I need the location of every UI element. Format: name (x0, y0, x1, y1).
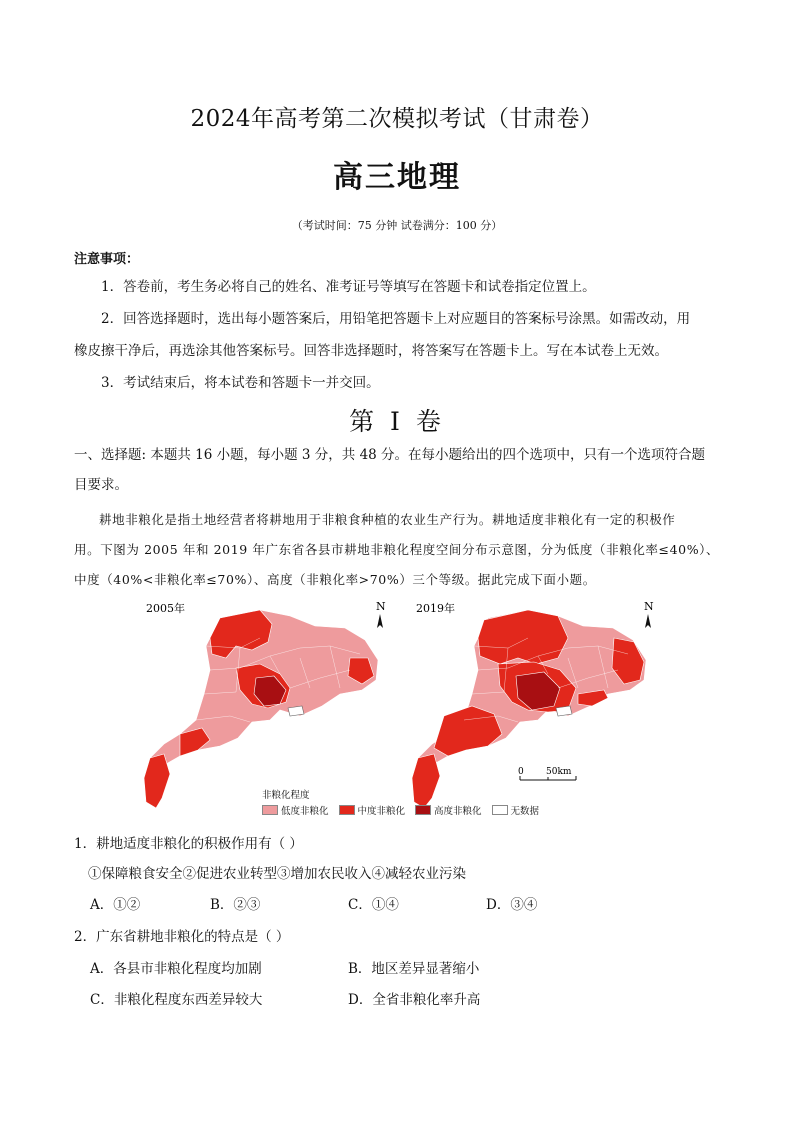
question-2-option-b[interactable]: B．地区差异显著缩小 (348, 961, 480, 977)
map-2019-mid-west (434, 706, 502, 756)
map-2019 (412, 600, 654, 808)
map-2019-north-arrow (644, 600, 654, 628)
legend-swatch-nodata (492, 805, 508, 815)
legend-swatch-mid (339, 805, 355, 815)
legend-swatch-low (262, 805, 278, 815)
scale-bar (518, 767, 576, 780)
passage-line: 用。下图为 2005 年和 2019 年广东省各县市耕地非粮化程度空间分布示意图，分为低度（非粮化率≤40%）、 (74, 542, 720, 557)
question-1-option-c[interactable]: C．①④ (348, 897, 399, 913)
north-label: N (376, 600, 386, 613)
scale-zero: 0 (518, 767, 524, 777)
question-2-option-d[interactable]: D．全省非粮化率升高 (348, 992, 481, 1008)
map-legend (262, 803, 539, 817)
legend-nodata: 无数据 (510, 806, 540, 817)
exam-title: 2024年高考第二次模拟考试（甘肃卷） (190, 106, 604, 132)
map-2005-north-arrow (376, 600, 386, 628)
passage-line: 中度（40%<非粮化率≤70%）、高度（非粮化率>70%）三个等级。据此完成下面小题。 (74, 572, 596, 587)
map-2005-mid-leizhou (144, 754, 170, 808)
scale-label: 50km (546, 767, 572, 777)
notice-item: 3．考试结束后，将本试卷和答题卡一并交回。 (101, 375, 380, 391)
legend-title: 非粮化程度 (262, 790, 310, 801)
question-1-option-b[interactable]: B．②③ (210, 897, 261, 913)
notice-item: 橡皮擦干净后，再选涂其他答案标号。回答非选择题时，将答案写在答题卡上。写在本试卷上无效。 (74, 343, 668, 359)
notice-item: 1．答卷前，考生务必将自己的姓名、准考证号等填写在答题卡和试卷指定位置上。 (101, 279, 596, 295)
legend-low: 低度非粮化 (281, 806, 329, 817)
map-2005 (144, 600, 386, 808)
notice-list (74, 271, 724, 399)
guangdong-maps-figure (140, 598, 660, 820)
question-2-stem: 2．广东省耕地非粮化的特点是（ ） (74, 929, 290, 945)
question-1-stem: 1．耕地适度非粮化的积极作用有（ ） (74, 836, 303, 852)
north-label: N (644, 600, 654, 613)
reading-passage (74, 505, 724, 595)
question-2-option-c[interactable]: C．非粮化程度东西差异较大 (90, 992, 263, 1008)
exam-info: （考试时间：75 分钟 试卷满分：100 分） (291, 219, 503, 232)
question-1-option-d[interactable]: D．③④ (486, 897, 538, 913)
map-2019-mid-north (478, 610, 568, 664)
question-1-statement: ①保障粮食安全②促进农业转型③增加农民收入④减轻农业污染 (88, 866, 466, 882)
section-instructions (74, 440, 724, 500)
section-line: 一、选择题: 本题共 16 小题，每小题 3 分，共 48 分。在每小题给出的四个选项中，只有一个选项符合题 (74, 447, 706, 463)
legend-swatch-high (415, 805, 431, 815)
map-2019-mid-leizhou (412, 754, 440, 808)
notice-heading: 注意事项： (74, 252, 140, 267)
map-2019-year: 2019年 (416, 602, 455, 615)
question-1-option-a[interactable]: A．①② (90, 897, 141, 913)
legend-mid: 中度非粮化 (357, 806, 406, 817)
section-line: 目要求。 (74, 477, 128, 493)
notice-item: 2．回答选择题时，选出每小题答案后，用铅笔把答题卡上对应题目的答案标号涂黑。如需改动，用 (101, 311, 691, 327)
subject-title: 高三地理 (333, 160, 461, 195)
map-2019-nodata-hk (556, 706, 572, 716)
volume-heading: 第 I 卷 (349, 407, 445, 436)
passage-line: 耕地非粮化是指土地经营者将耕地用于非粮食种植的农业生产行为。耕地适度非粮化有一定的积极作 (99, 512, 676, 527)
map-2005-year: 2005年 (146, 602, 185, 615)
map-2005-nodata-hk (288, 706, 304, 716)
legend-high: 高度非粮化 (434, 806, 482, 817)
question-2-option-a[interactable]: A．各县市非粮化程度均加剧 (90, 961, 262, 977)
